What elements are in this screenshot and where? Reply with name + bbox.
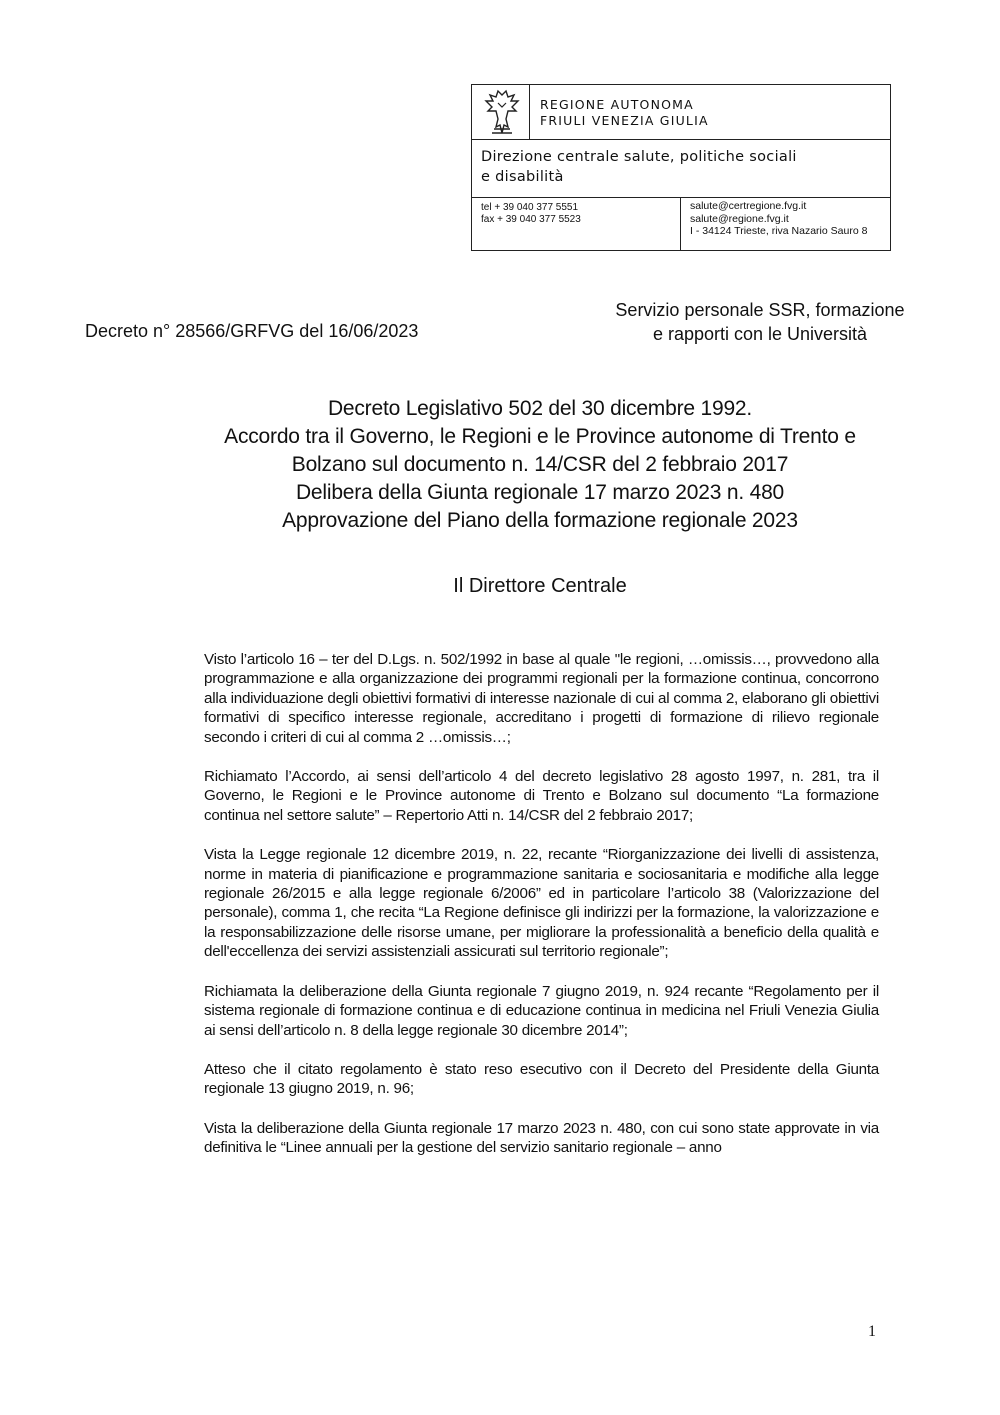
decree-number: Decreto n° 28566/GRFVG del 16/06/2023 xyxy=(85,321,419,341)
letterhead-header xyxy=(472,85,890,140)
decree-body xyxy=(204,650,879,1178)
contacts-divider xyxy=(680,197,681,250)
tel-number: tel + 39 040 377 5551 xyxy=(481,202,579,213)
region-line-2: FRIULI VENEZIA GIULIA xyxy=(540,113,709,128)
body-paragraph: Visto l’articolo 16 – ter del D.Lgs. n. 502/1992 in base al quale "le regioni, …omissis…, provvedono alla programmazione e alla organizzazione dei programmi regionali per la formazione continua, concorrono alla individuazione degli obiettivi formativi di interesse nazionale di cui al comma 2, elaborano gli obiettivi formativi di specifico interesse regionale, accreditano i progetti di formazione di rilievo regionale secondo i criteri di cui al comma 2 …omissis…; xyxy=(204,651,879,746)
region-name xyxy=(540,97,709,129)
service-line-1: Servizio personale SSR, formazione xyxy=(615,300,905,320)
director-heading: Il Direttore Centrale xyxy=(453,575,627,597)
direction-line-1: Direzione centrale salute, politiche sociali xyxy=(481,149,797,165)
page-number: 1 xyxy=(868,1323,876,1340)
region-line-1: REGIONE AUTONOMA xyxy=(540,97,694,112)
body-paragraph: Vista la Legge regionale 12 dicembre 2019, n. 22, recante “Riorganizzazione dei livelli di assistenza, norme in materia di pianificazione e programmazione sanitaria e sociosanitaria e modifiche alla legge regionale 26/2015 e alla legge regionale 6/2006” ed in particolare l’articolo 38 (Valorizzazione del personale), comma 1, che recita “La Regione definisce gli indirizzi per la formazione, la valorizzazione e la responsabilizzazione delle risorse umane, per migliorare la professionalità a beneficio della qualità e dell'eccellenza dei servizi assistenziali assicurati sul territorio regionale”; xyxy=(204,846,879,961)
body-paragraph: Vista la deliberazione della Giunta regionale 17 marzo 2023 n. 480, con cui sono state approvate in via definitiva le “Linee annuali per la gestione del servizio sanitario regionale – anno xyxy=(204,1119,879,1157)
phone-contacts xyxy=(481,202,581,226)
letterhead-contacts xyxy=(472,197,890,252)
title-line: Delibera della Giunta regionale 17 marzo 2023 n. 480 xyxy=(295,481,785,504)
title-line: Accordo tra il Governo, le Regioni e le Province autonome di Trento e xyxy=(224,425,856,448)
direction-name xyxy=(481,147,797,187)
service-line-2: e rapporti con le Università xyxy=(652,324,868,344)
service-name xyxy=(600,298,920,346)
postal-address: I - 34124 Trieste, riva Nazario Sauro 8 xyxy=(690,225,868,237)
email-address: salute@regione.fvg.it xyxy=(690,212,789,225)
pec-address: salute@certregione.fvg.it xyxy=(690,200,807,212)
body-paragraph: Atteso che il citato regolamento è stato reso esecutivo con il Decreto del Presidente della Giunta regionale 13 giugno 2019, n. 96; xyxy=(204,1060,879,1098)
letterhead xyxy=(471,84,891,251)
title-line: Decreto Legislativo 502 del 30 dicembre 1992. xyxy=(327,397,753,420)
fax-number: fax + 39 040 377 5523 xyxy=(481,214,581,225)
email-contacts xyxy=(690,200,867,238)
body-paragraph: Richiamato l’Accordo, ai sensi dell’articolo 4 del decreto legislativo 28 agosto 1997, n. 281, tra il Governo, le Regioni e le Province autonome di Trento e Bolzano sul documento “La formazione continua nel settore salute” – Repertorio Atti n. 14/CSR del 2 febbraio 2017; xyxy=(204,768,879,824)
decree-title xyxy=(160,395,920,535)
title-line: Approvazione del Piano della formazione regionale 2023 xyxy=(282,509,798,532)
direction-line-2: e disabilità xyxy=(481,169,564,185)
eagle-logo-icon xyxy=(478,89,526,137)
title-line: Bolzano sul documento n. 14/CSR del 2 febbraio 2017 xyxy=(291,453,789,476)
body-paragraph: Richiamata la deliberazione della Giunta regionale 7 giugno 2019, n. 924 recante “Regolamento per il sistema regionale di formazione continua e di educazione continua in medicina nel Friuli Venezia Giulia ai sensi dell’articolo n. 8 della legge regionale 30 dicembre 2014”; xyxy=(204,982,879,1039)
letterhead-direction xyxy=(472,139,890,198)
logo-divider xyxy=(529,85,530,139)
